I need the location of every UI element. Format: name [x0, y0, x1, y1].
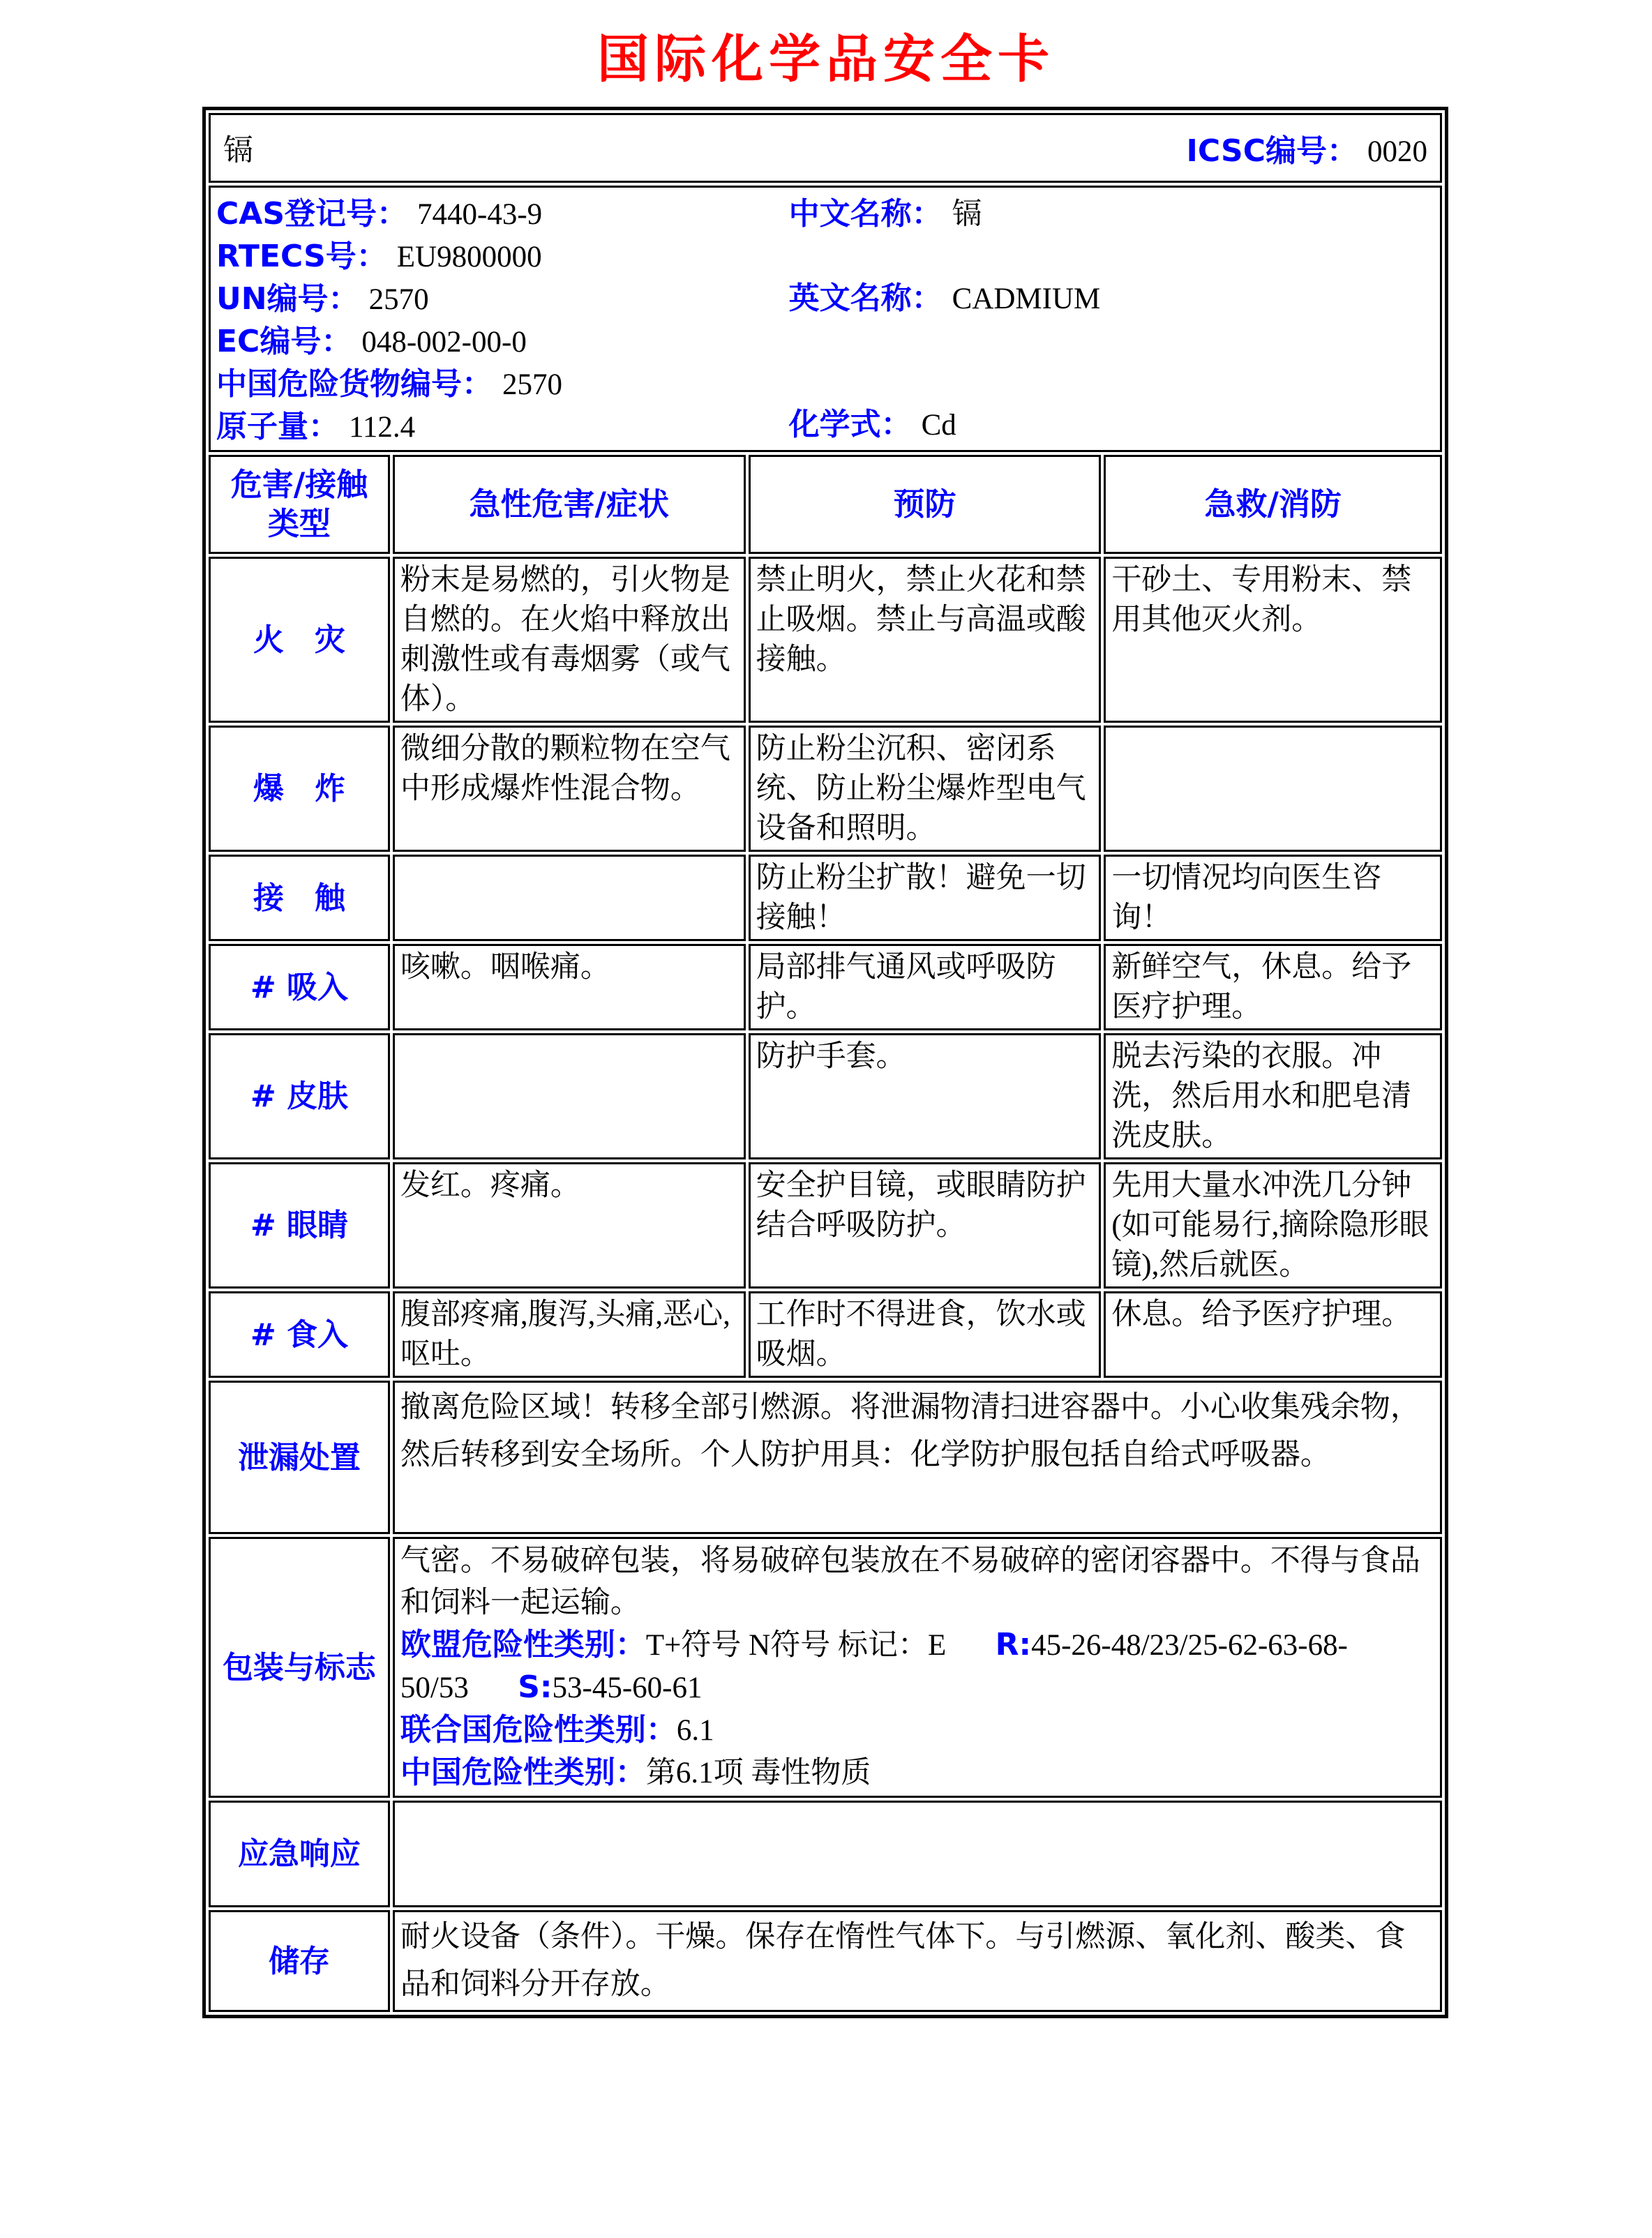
chemical-formula-line [789, 404, 1434, 446]
atomic-mass-line [216, 406, 789, 449]
english-name-value: CADMIUM [952, 283, 1101, 316]
hazard-row-ingestion [209, 1291, 1442, 1378]
icsc-number [1187, 126, 1427, 170]
skin-firstaid: 脱去污染的衣服。冲洗，然后用水和肥皂清洗皮肤。 [1104, 1033, 1442, 1159]
rtecs-number-label: RTECS号： [216, 239, 387, 275]
fire-symptoms: 粉末是易燃的，引火物是自燃的。在火焰中释放出刺激性或有毒烟雾（或气体）。 [393, 557, 746, 723]
hazard-row-exposure [209, 855, 1442, 941]
cas-number-line [216, 193, 789, 236]
section-row-emergency [209, 1801, 1442, 1907]
un-hazard-class-value: 6.1 [676, 1714, 714, 1748]
card-header-row [209, 113, 1442, 183]
inhalation-label: # 吸入 [209, 944, 390, 1030]
explosion-symptoms: 微细分散的颗粒物在空气中形成爆炸性混合物。 [393, 726, 746, 852]
eu-hazard-class-value: T+符号 N符号 标记：E [645, 1629, 947, 1662]
packaging-eu-class-line [400, 1624, 1434, 1709]
s-phrases-label: S: [518, 1669, 553, 1706]
un-number-label: UN编号： [216, 281, 359, 317]
exposure-label: 接 触 [209, 855, 390, 941]
section-row-packaging [209, 1537, 1442, 1798]
inhalation-firstaid: 新鲜空气，休息。给予医疗护理。 [1104, 944, 1442, 1030]
skin-prevention: 防护手套。 [749, 1033, 1102, 1159]
eyes-prevention: 安全护目镜，或眼睛防护结合呼吸防护。 [749, 1162, 1102, 1289]
section-row-storage [209, 1910, 1442, 2012]
ingestion-symptoms: 腹部疼痛,腹泻,头痛,恶心,呕吐。 [393, 1291, 746, 1378]
inhalation-prevention: 局部排气通风或呼吸防护。 [749, 944, 1102, 1030]
exposure-symptoms [393, 855, 746, 941]
eu-hazard-class-label: 欧盟危险性类别： [400, 1627, 646, 1663]
icsc-number-value: 0020 [1367, 135, 1427, 169]
ec-number-label: EC编号： [216, 324, 352, 360]
fire-label: 火 灾 [209, 557, 390, 723]
emergency-label: 应急响应 [209, 1801, 390, 1907]
spillage-label: 泄漏处置 [209, 1381, 390, 1534]
eyes-firstaid: 先用大量水冲洗几分钟(如可能易行,摘除隐形眼镜),然后就医。 [1104, 1162, 1442, 1289]
header-firstaid-fire: 急救/消防 [1104, 455, 1442, 554]
atomic-mass-value: 112.4 [349, 411, 416, 444]
header-prevention: 预防 [749, 455, 1102, 554]
header-hazard-type: 危害/接触 类型 [209, 455, 390, 554]
eyes-label: # 眼睛 [209, 1162, 390, 1289]
china-dg-number-label: 中国危险货物编号： [216, 366, 493, 403]
packaging-label: 包装与标志 [209, 1537, 390, 1798]
card-header-cell [209, 113, 1442, 183]
rtecs-number-value: EU9800000 [396, 241, 542, 274]
skin-label: # 皮肤 [209, 1033, 390, 1159]
hazard-row-fire [209, 557, 1442, 723]
hazard-header-row [209, 455, 1442, 554]
skin-symptoms [393, 1033, 746, 1159]
header-acute-symptoms: 急性危害/症状 [393, 455, 746, 554]
explosion-label: 爆 炸 [209, 726, 390, 852]
exposure-prevention: 防止粉尘扩散！避免一切接触！ [749, 855, 1102, 941]
ec-number-value: 048-002-00-0 [361, 326, 527, 359]
china-hazard-class-value: 第6.1项 毒性物质 [645, 1757, 871, 1790]
hazard-row-skin [209, 1033, 1442, 1159]
fire-prevention: 禁止明火，禁止火花和禁止吸烟。禁止与高温或酸接触。 [749, 557, 1102, 723]
chinese-name-value: 镉 [952, 198, 982, 232]
identification-right-column [789, 193, 1434, 449]
ingestion-firstaid: 休息。给予医疗护理。 [1104, 1291, 1442, 1378]
packaging-intro: 气密。不易破碎包装，将易破碎包装放在不易破碎的密闭容器中。不得与食品和饲料一起运输。 [400, 1545, 1420, 1620]
icsc-number-label: ICSC编号： [1186, 133, 1358, 170]
page-title: 国际化学品安全卡 [597, 31, 1055, 89]
hazard-row-explosion [209, 726, 1442, 852]
storage-label: 储存 [209, 1910, 390, 2012]
identification-row [209, 186, 1442, 452]
chemical-formula-value: Cd [921, 409, 956, 442]
hazard-row-eyes [209, 1162, 1442, 1289]
inhalation-symptoms: 咳嗽。咽喉痛。 [393, 944, 746, 1030]
explosion-prevention: 防止粉尘沉积、密闭系统、防止粉尘爆炸型电气设备和照明。 [749, 726, 1102, 852]
chemical-formula-label: 化学式： [788, 407, 912, 443]
safety-card-table [202, 107, 1448, 2018]
atomic-mass-label: 原子量： [216, 409, 339, 445]
china-dg-number-value: 2570 [502, 368, 562, 402]
r-phrases-value: 45-26-48/23/25-62-63-68-50/53 [400, 1629, 1348, 1705]
cas-number-value: 7440-43-9 [417, 198, 543, 232]
packaging-cn-class-line [400, 1752, 1434, 1794]
fire-firstaid: 干砂土、专用粉末、禁用其他灭火剂。 [1104, 557, 1442, 723]
china-dg-number-line [216, 363, 789, 406]
eyes-symptoms: 发红。疼痛。 [393, 1162, 746, 1289]
english-name-label: 英文名称： [788, 280, 943, 317]
explosion-firstaid [1104, 726, 1442, 852]
english-name-line [789, 278, 1434, 320]
un-number-value: 2570 [368, 283, 429, 317]
s-phrases-value: 53-45-60-61 [552, 1672, 703, 1705]
cas-number-label: CAS登记号： [216, 196, 408, 232]
storage-content: 耐火设备（条件）。干燥。保存在惰性气体下。与引燃源、氧化剂、酸类、食品和饲料分开存放。 [393, 1910, 1442, 2012]
china-hazard-class-label: 中国危险性类别： [400, 1755, 646, 1791]
un-hazard-class-label: 联合国危险性类别： [400, 1712, 677, 1748]
spillage-content: 撤离危险区域！转移全部引燃源。将泄漏物清扫进容器中。小心收集残余物，然后转移到安全场所。个人防护用具：化学防护服包括自给式呼吸器。 [393, 1381, 1442, 1534]
chinese-name-line [789, 193, 1434, 236]
packaging-content [393, 1537, 1442, 1798]
ingestion-prevention: 工作时不得进食，饮水或吸烟。 [749, 1291, 1102, 1378]
packaging-un-class-line [400, 1709, 1434, 1752]
ingestion-label: # 食入 [209, 1291, 390, 1378]
substance-name: 镉 [223, 134, 253, 167]
ec-number-line [216, 321, 789, 363]
identification-left-column [216, 193, 789, 449]
identification-cell [209, 186, 1442, 452]
emergency-content [393, 1801, 1442, 1907]
rtecs-number-line [216, 236, 789, 278]
exposure-firstaid: 一切情况均向医生咨询！ [1104, 855, 1442, 941]
r-phrases-label: R: [995, 1627, 1032, 1663]
hazard-row-inhalation [209, 944, 1442, 1030]
section-row-spillage [209, 1381, 1442, 1534]
chinese-name-label: 中文名称： [788, 196, 943, 232]
un-number-line [216, 278, 789, 321]
